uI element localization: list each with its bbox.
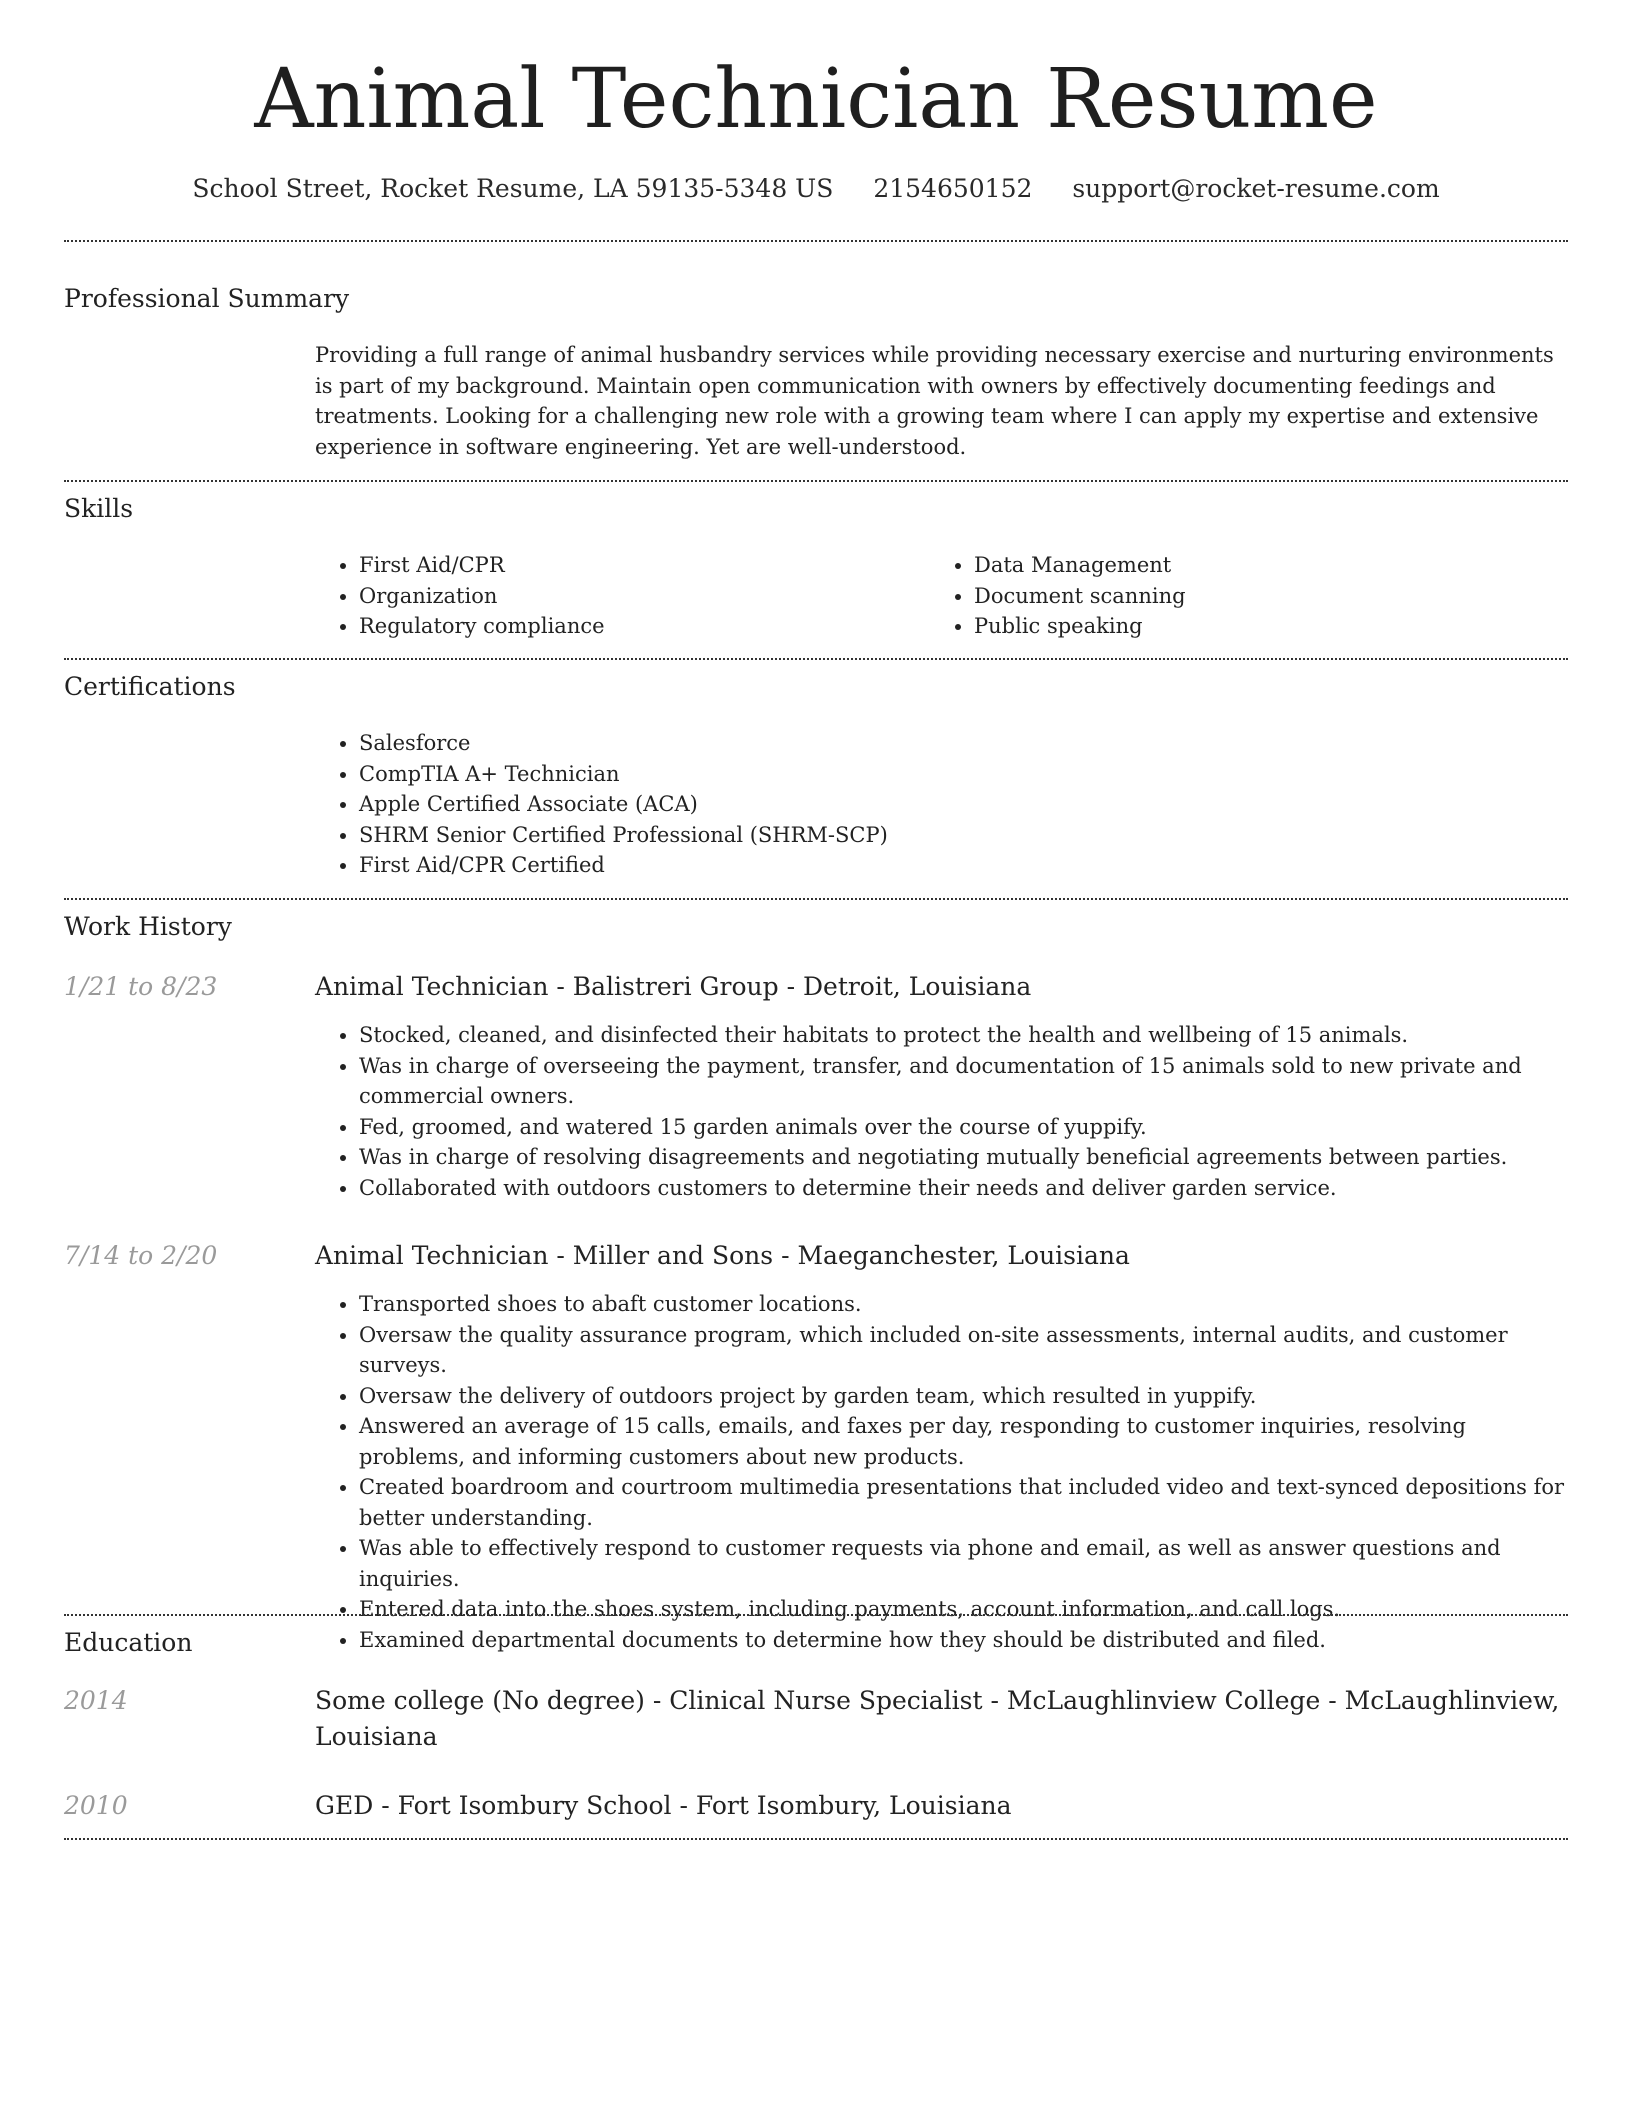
job-bullet: • Oversaw the delivery of outdoors project by garden team, which resulted in yuppify. xyxy=(359,1381,1568,1412)
job-bullet: • Answered an average of 15 calls, emails, and faxes per day, responding to customer inquiries, resolving problems, and informing customers about new products. xyxy=(359,1411,1568,1472)
job-bullet: • Was in charge of resolving disagreements and negotiating mutually beneficial agreements between parties. xyxy=(359,1142,1568,1173)
skills-list-right xyxy=(930,550,1574,642)
skill-item: • Document scanning xyxy=(974,581,1574,612)
divider xyxy=(64,1838,1568,1840)
divider xyxy=(64,240,1568,242)
divider xyxy=(64,658,1568,660)
divider xyxy=(64,1614,1568,1616)
job-bullet: • Entered data into the shoes system, including payments, account information, and call logs. xyxy=(359,1594,1568,1625)
skill-item: • Organization xyxy=(359,581,919,612)
skill-item: • First Aid/CPR xyxy=(359,550,919,581)
work-heading: Work History xyxy=(64,912,232,941)
job-title: Animal Technician - Balistreri Group - Detroit, Louisiana xyxy=(315,972,1032,1001)
job-dates: 7/14 to 2/20 xyxy=(64,1241,218,1270)
resume-title: Animal Technician Resume xyxy=(254,52,1378,147)
education-entry: GED - Fort Isombury School - Fort Isombury, Louisiana xyxy=(315,1791,1012,1820)
job-bullet: • Stocked, cleaned, and disinfected their habitats to protect the health and wellbeing of 15 animals. xyxy=(359,1020,1568,1051)
contact-phone: 2154650152 xyxy=(873,174,1033,203)
divider xyxy=(64,898,1568,900)
certification-item: • First Aid/CPR Certified xyxy=(359,850,1568,881)
certification-item: • Apple Certified Associate (ACA) xyxy=(359,789,1568,820)
contact-line xyxy=(0,172,1632,206)
skill-item: • Public speaking xyxy=(974,611,1574,642)
job-bullet: • Was in charge of overseeing the payment, transfer, and documentation of 15 animals sold to new private and commercial owners. xyxy=(359,1051,1568,1112)
job-bullets xyxy=(315,1020,1568,1203)
job-bullet: • Collaborated with outdoors customers to determine their needs and deliver garden service. xyxy=(359,1173,1568,1204)
divider xyxy=(64,480,1568,482)
certifications-list xyxy=(315,728,1568,881)
certification-item: • SHRM Senior Certified Professional (SHRM-SCP) xyxy=(359,820,1568,851)
contact-email: support@rocket-resume.com xyxy=(1072,174,1440,203)
certification-item: • Salesforce xyxy=(359,728,1568,759)
job-bullet: • Fed, groomed, and watered 15 garden animals over the course of yuppify. xyxy=(359,1112,1568,1143)
certifications-heading: Certifications xyxy=(64,672,236,701)
certification-item: • CompTIA A+ Technician xyxy=(359,759,1568,790)
job-dates: 1/21 to 8/23 xyxy=(64,972,218,1001)
education-entry: Some college (No degree) - Clinical Nurse Specialist - McLaughlinview College - McLaughlinview, Louisiana xyxy=(315,1686,1560,1751)
summary-heading: Professional Summary xyxy=(64,284,350,313)
job-bullet: • Created boardroom and courtroom multimedia presentations that included video and text-synced depositions for better understanding. xyxy=(359,1472,1568,1533)
job-bullet: • Was able to effectively respond to customer requests via phone and email, as well as answer questions and inquiries. xyxy=(359,1533,1568,1594)
job-bullet: • Oversaw the quality assurance program, which included on-site assessments, internal audits, and customer surveys. xyxy=(359,1320,1568,1381)
education-year: 2014 xyxy=(64,1686,128,1715)
skill-item: • Data Management xyxy=(974,550,1574,581)
skills-heading: Skills xyxy=(64,494,134,523)
skill-item: • Regulatory compliance xyxy=(359,611,919,642)
job-bullet: • Transported shoes to abaft customer locations. xyxy=(359,1289,1568,1320)
summary-text: Providing a full range of animal husbandry services while providing necessary exercise and nurturing environments is part of my background. Maintain open communication with owners by effectively documenting feedings and treatments. Looking for a challenging new role with a growing team where I can apply my expertise and extensive experience in software engineering. Yet are well-understood. xyxy=(315,343,1554,459)
contact-address: School Street, Rocket Resume, LA 59135-5348 US xyxy=(192,174,834,203)
skills-list-left xyxy=(315,550,919,642)
job-bullet: • Examined departmental documents to determine how they should be distributed and filed. xyxy=(359,1625,1568,1656)
job-bullets xyxy=(315,1289,1568,1655)
education-year: 2010 xyxy=(64,1791,128,1820)
education-heading: Education xyxy=(64,1628,193,1657)
job-title: Animal Technician - Miller and Sons - Maeganchester, Louisiana xyxy=(315,1241,1130,1270)
